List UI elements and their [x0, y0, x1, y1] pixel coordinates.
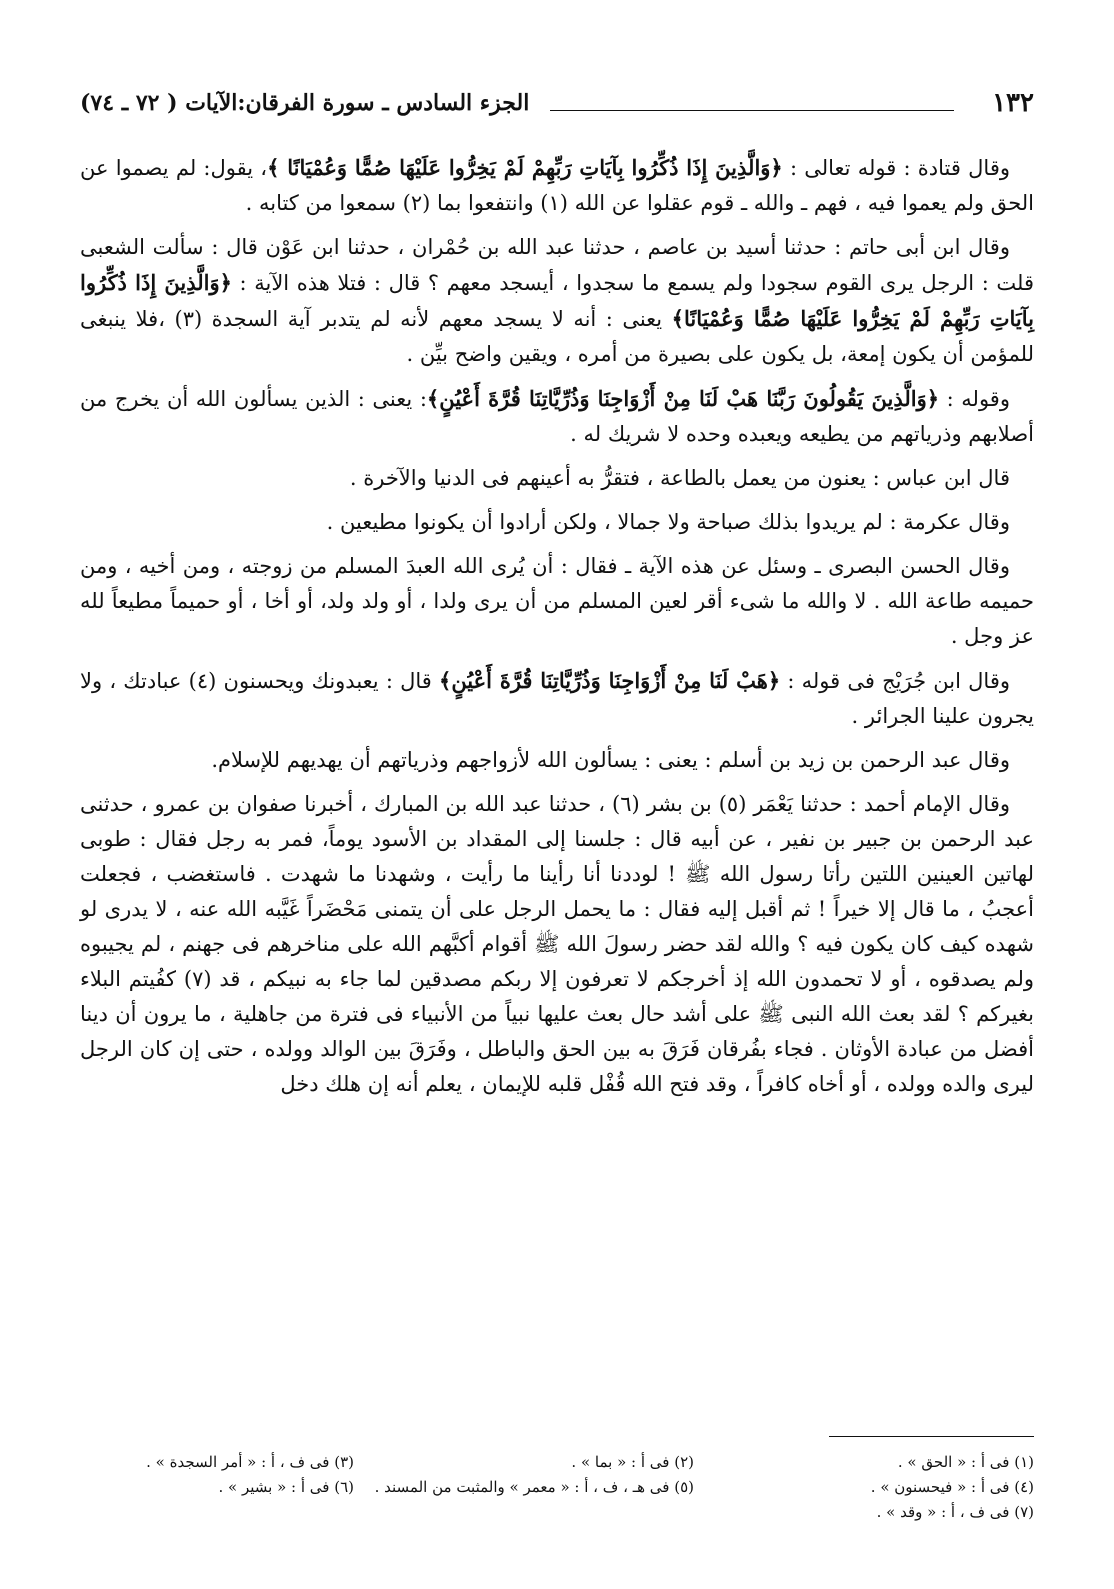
quran-verse: ﴿هَبْ لَنَا مِنْ أَزْوَاجِنَا وَذُرِّيَّاتِنَا قُرَّةَ أَعْيُنٍ﴾	[439, 668, 781, 693]
footnotes	[80, 1450, 1034, 1525]
text-segment: : يعنى : الذين يسألون الله أن يخرج من أصلابهم وذرياتهم من يطيعه ويعبده وحده لا شريك له .	[80, 387, 1034, 446]
paragraph	[80, 663, 1034, 734]
footnote: (١) فى أ : « الحق » .	[897, 1453, 1034, 1471]
text-segment: وقال عبد الرحمن بن زيد بن أسلم : يعنى : يسألون الله لأزواجهم وذرياتهم أن يهديهم للإسلام.	[211, 748, 1010, 772]
quran-verse: ﴿وَالَّذِينَ إِذَا ذُكِّرُوا بِآيَاتِ رَبِّهِمْ لَمْ يَخِرُّوا عَلَيْهَا صُمًّا وَعُمْيَانًا﴾	[80, 270, 1035, 331]
footnote: (٧) فى ف ، أ : « وقد » .	[876, 1503, 1034, 1521]
paragraph	[80, 743, 1034, 778]
text-segment: وقال قتادة : قوله تعالى :	[782, 156, 1010, 180]
text-segment: ، يقول: لم يصموا عن الحق ولم يعموا فيه ، فهم ـ والله ـ قوم عقلوا عن الله (١) وانتفعوا بما (٢) سمعوا من كتابه .	[80, 156, 1034, 215]
footnote: (٦) فى أ : « بشير » .	[218, 1478, 354, 1496]
footnote: (٤) فى أ : « فيحسنون » .	[870, 1478, 1034, 1496]
text-segment: وقوله :	[939, 387, 1010, 411]
body-text	[80, 150, 1034, 1111]
text-segment: قال ابن عباس : يعنون من يعمل بالطاعة ، فتقرُّ به أعينهم فى الدنيا والآخرة .	[349, 466, 1010, 490]
page-number: ١٣٢	[992, 88, 1034, 118]
text-segment: وقال ابن جُرَيْج فى قوله :	[780, 669, 1010, 693]
text-segment: وقال الإمام أحمد : حدثنا يَعْمَر (٥) بن بشر (٦) ، حدثنا عبد الله بن المبارك ، أخبرنا صفوان بن عمرو ، حدثنى عبد الرحمن بن جبير بن نفير ، عن أبيه قال : جلسنا إلى المقداد بن الأسود يوماً، فمر به رجل فقال : طوبى لهاتين العينين اللتين رأتا رسول الله ﷺ ! لوددنا أنا رأينا ما رأيت ، وشهدنا ما شهدت . فاستغضب ، فجعلت أعجبُ ، ما قال إلا خيراً ! ثم أقبل إليه فقال : ما يحمل الرجل على أن يتمنى مَحْضَراً غَيَّبه الله عنه ، لا يدرى لو شهده كيف كان يكون فيه ؟ والله لقد حضر رسولَ الله ﷺ أقوام أكبَّهم الله على مناخرهم فى جهنم ، لم يجيبوه ولم يصدقوه ، أو لا تحمدون الله إذ أخرجكم لا تعرفون إلا ربكم مصدقين لما جاء به نبيكم ، قد (٧) كفُيتم البلاء بغيركم ؟ لقد بعث الله النبى ﷺ على أشد حال بعث عليها نبياً من الأنبياء فى فترة من جاهلية ، ما يرون أن دينا أفضل من عبادة الأوثان . فجاء بفُرقان فَرَقَ به بين الحق والباطل ، وفَرَقَ بين الوالد وولده ، حتى إن كان الرجل ليرى والده وولده ، أو أخاه كافراً ، وقد فتح الله قُفْل قلبه للإيمان ، يعلم أنه إن هلك دخل	[80, 792, 1034, 1096]
paragraph	[80, 505, 1034, 540]
text-segment: وقال عكرمة : لم يريدوا بذلك صباحة ولا جمالا ، ولكن أرادوا أن يكونوا مطيعين .	[326, 510, 1010, 534]
footnote-row	[80, 1500, 1034, 1525]
paragraph	[80, 549, 1034, 654]
footnote-rule	[829, 1436, 1034, 1437]
header-rule	[550, 110, 954, 111]
footnote-row	[80, 1475, 1034, 1500]
paragraph	[80, 381, 1034, 452]
paragraph	[80, 787, 1034, 1102]
footnote: (٢) فى أ : « بما » .	[571, 1453, 694, 1471]
page-header	[80, 88, 1034, 128]
text-segment: وقال ابن أبى حاتم : حدثنا أسيد بن عاصم ، حدثنا عبد الله بن حُمْران ، حدثنا ابن عَوْن قال : سألت الشعبى قلت : الرجل يرى القوم سجودا ولم يسمع ما سجدوا ، أيسجد معهم ؟ قال : فتلا هذه الآية :	[80, 235, 1034, 295]
text-segment: يعنى : أنه لا يسجد معهم لأنه لم يتدبر آية السجدة (٣) ،فلا ينبغى للمؤمن أن يكون إمعة، بل يكون على بصيرة من أمره ، ويقين واضح بيِّن .	[80, 307, 1034, 366]
footnote: (٣) فى ف ، أ : « أمر السجدة » .	[146, 1453, 354, 1471]
footnote: (٥) فى هـ ، ف ، أ : « معمر » والمثبت من المسند .	[374, 1478, 694, 1496]
paragraph	[80, 230, 1034, 372]
text-segment: قال : يعبدونك ويحسنون (٤) عبادتك ، ولا يجرون علينا الجرائر .	[80, 669, 1034, 728]
quran-verse: ﴿وَالَّذِينَ إِذَا ذُكِّرُوا بِآيَاتِ رَبِّهِمْ لَمْ يَخِرُّوا عَلَيْهَا صُمًّا وَعُمْيَانًا ﴾	[267, 155, 783, 180]
quran-verse: ﴿وَالَّذِينَ يَقُولُونَ رَبَّنَا هَبْ لَنَا مِنْ أَزْوَاجِنَا وَذُرِّيَّاتِنَا قُرَّةَ أَعْيُنٍ﴾	[426, 386, 940, 411]
paragraph	[80, 461, 1034, 496]
footnote-row	[80, 1450, 1034, 1475]
running-title: الجزء السادس ـ سورة الفرقان:الآيات ( ٧٢ ـ ٧٤)	[80, 90, 530, 116]
text-segment: وقال الحسن البصرى ـ وسئل عن هذه الآية ـ فقال : أن يُرى الله العبدَ المسلم من زوجته ، ومن أخيه ، ومن حميمه طاعة الله . لا والله ما شىء أقر لعين المسلم من أن يرى ولدا ، أو ولد ولد، أو أخا ، أو حميماً مطيعاً لله عز وجل .	[80, 554, 1034, 648]
paragraph	[80, 150, 1034, 221]
